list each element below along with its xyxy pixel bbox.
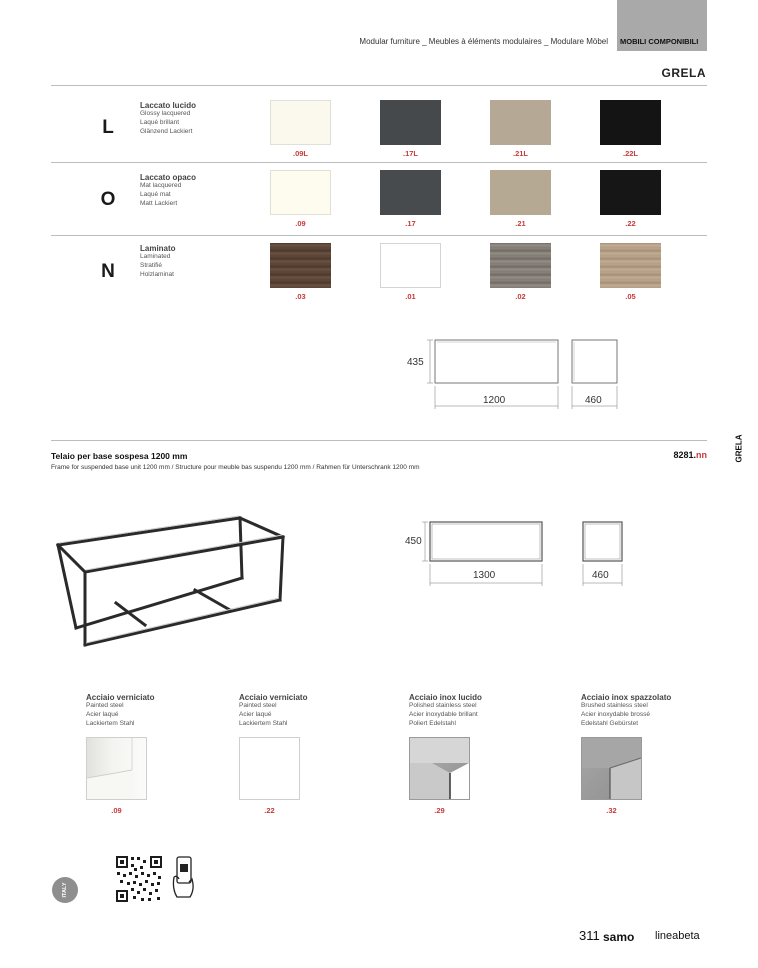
swatch-code: .22 [625, 219, 636, 228]
row-letter-N: N [101, 261, 115, 282]
finish-name: Acciaio verniciato [239, 693, 308, 702]
swatch-code: .09L [292, 149, 308, 158]
finish-swatch-brushed-32 [581, 737, 642, 800]
finish-translation: Acier laqué [239, 710, 272, 718]
country-label: ITALY [62, 882, 68, 898]
row-translation: Holzlaminat [140, 270, 174, 278]
page-number: 311 [579, 928, 600, 943]
row-translation: Stratifié [140, 261, 163, 269]
row-letter-O: O [100, 189, 116, 210]
finish-swatch-polished-29 [409, 737, 470, 800]
category-tab [617, 0, 707, 51]
side-label: GRELA [734, 434, 744, 463]
finish-description [409, 693, 482, 728]
finish-description [239, 693, 307, 728]
frame-dim-depth: 460 [592, 570, 609, 581]
finish-swatch-painted-22 [239, 737, 300, 800]
swatch-09L [270, 100, 331, 145]
brand-line: lineabeta [655, 930, 700, 942]
row-name: Laccato lucido [140, 101, 197, 110]
frame-dim-height: 450 [405, 536, 422, 547]
finish-name: Acciaio inox lucido [409, 693, 482, 702]
finish-translation: Lackiertem Stahl [239, 719, 288, 727]
finish-code: .32 [606, 806, 617, 815]
italy-badge [52, 877, 78, 903]
finish-translation: Poliert Edelstahl [409, 719, 456, 727]
category-label: MOBILI COMPONIBILI [620, 37, 699, 46]
finish-translation: Acier inoxydable brossé [581, 710, 651, 718]
row-translation: Mat lacquered [140, 182, 182, 189]
qr-code-icon[interactable] [115, 855, 163, 903]
swatch-code: .21L [512, 149, 528, 158]
swatch-code: .09 [295, 219, 306, 228]
row-translation: Laminated [140, 253, 171, 260]
swatch-17 [380, 170, 441, 215]
finish-code: .22 [264, 806, 275, 815]
swatch-22L [600, 100, 661, 145]
finish-translation: Brushed stainless steel [581, 702, 648, 709]
swatch-code: .01 [405, 292, 416, 301]
swatch-17L [380, 100, 441, 145]
swatch-01 [380, 243, 441, 288]
swatch-03 [270, 243, 331, 288]
swatch-21 [490, 170, 551, 215]
swatch-code: .02 [515, 292, 526, 301]
finish-description [581, 693, 671, 728]
finish-translation: Acier laqué [86, 710, 119, 718]
frame-subtitle: Frame for suspended base unit 1200 mm / Structure pour meuble bas suspendu 1200 mm / Rahmen für Unterschrank 1200 mm [51, 464, 420, 471]
swatch-22 [600, 170, 661, 215]
row-description [140, 101, 196, 136]
section-divider [51, 440, 707, 441]
row-translation: Glänzend Lackiert [140, 127, 193, 135]
finish-name: Acciaio verniciato [86, 693, 155, 702]
swatch-21L [490, 100, 551, 145]
frame-dim-width: 1300 [473, 570, 496, 581]
row-letter-L: L [102, 117, 114, 138]
frame-code: 8281.nn [673, 450, 707, 460]
dim-height: 435 [407, 357, 424, 368]
finish-translation: Painted steel [239, 702, 277, 709]
frame-product-image [50, 510, 290, 655]
finish-swatch-painted-09 [86, 737, 147, 800]
finish-name: Acciaio inox spazzolato [581, 693, 672, 702]
row-divider [51, 162, 707, 163]
row-divider [51, 235, 707, 236]
finish-code: .29 [434, 806, 445, 815]
row-translation: Matt Lackiert [140, 199, 178, 207]
finish-translation: Edelstahl Gebürstet [581, 719, 639, 727]
swatch-code: .22L [622, 149, 638, 158]
swatch-code: .21 [515, 219, 526, 228]
frame-title: Telaio per base sospesa 1200 mm [51, 451, 188, 461]
finish-translation: Painted steel [86, 702, 124, 709]
brand-logo: samo [603, 930, 635, 944]
finish-translation: Acier inoxydable brillant [409, 710, 478, 718]
breadcrumb: Modular furniture _ Meubles à éléments modulaires _ Modulare Möbel [359, 37, 608, 46]
finish-translation: Lackiertem Stahl [86, 719, 135, 727]
row-name: Laminato [140, 244, 176, 253]
row-translation: Laqué brillant [140, 118, 180, 126]
row-description [140, 173, 196, 208]
header-divider [51, 85, 707, 86]
swatch-code: .03 [295, 292, 306, 301]
row-translation: Glossy lacquered [140, 110, 191, 117]
swatch-05 [600, 243, 661, 288]
swatch-code: .17L [402, 149, 418, 158]
page-title: GRELA [661, 66, 706, 80]
swatch-code: .17 [405, 219, 416, 228]
dimension-drawing-top [400, 330, 640, 415]
row-description [140, 244, 176, 279]
row-name: Laccato opaco [140, 173, 197, 182]
dim-depth: 460 [585, 395, 602, 406]
swatch-code: .05 [625, 292, 636, 301]
dim-width: 1200 [483, 395, 506, 406]
finish-description [86, 693, 154, 728]
smartphone-hand-icon [170, 855, 198, 901]
row-translation: Laqué mat [140, 190, 171, 198]
finish-code: .09 [111, 806, 122, 815]
swatch-09 [270, 170, 331, 215]
swatch-02 [490, 243, 551, 288]
finish-translation: Polished stainless steel [409, 702, 477, 709]
